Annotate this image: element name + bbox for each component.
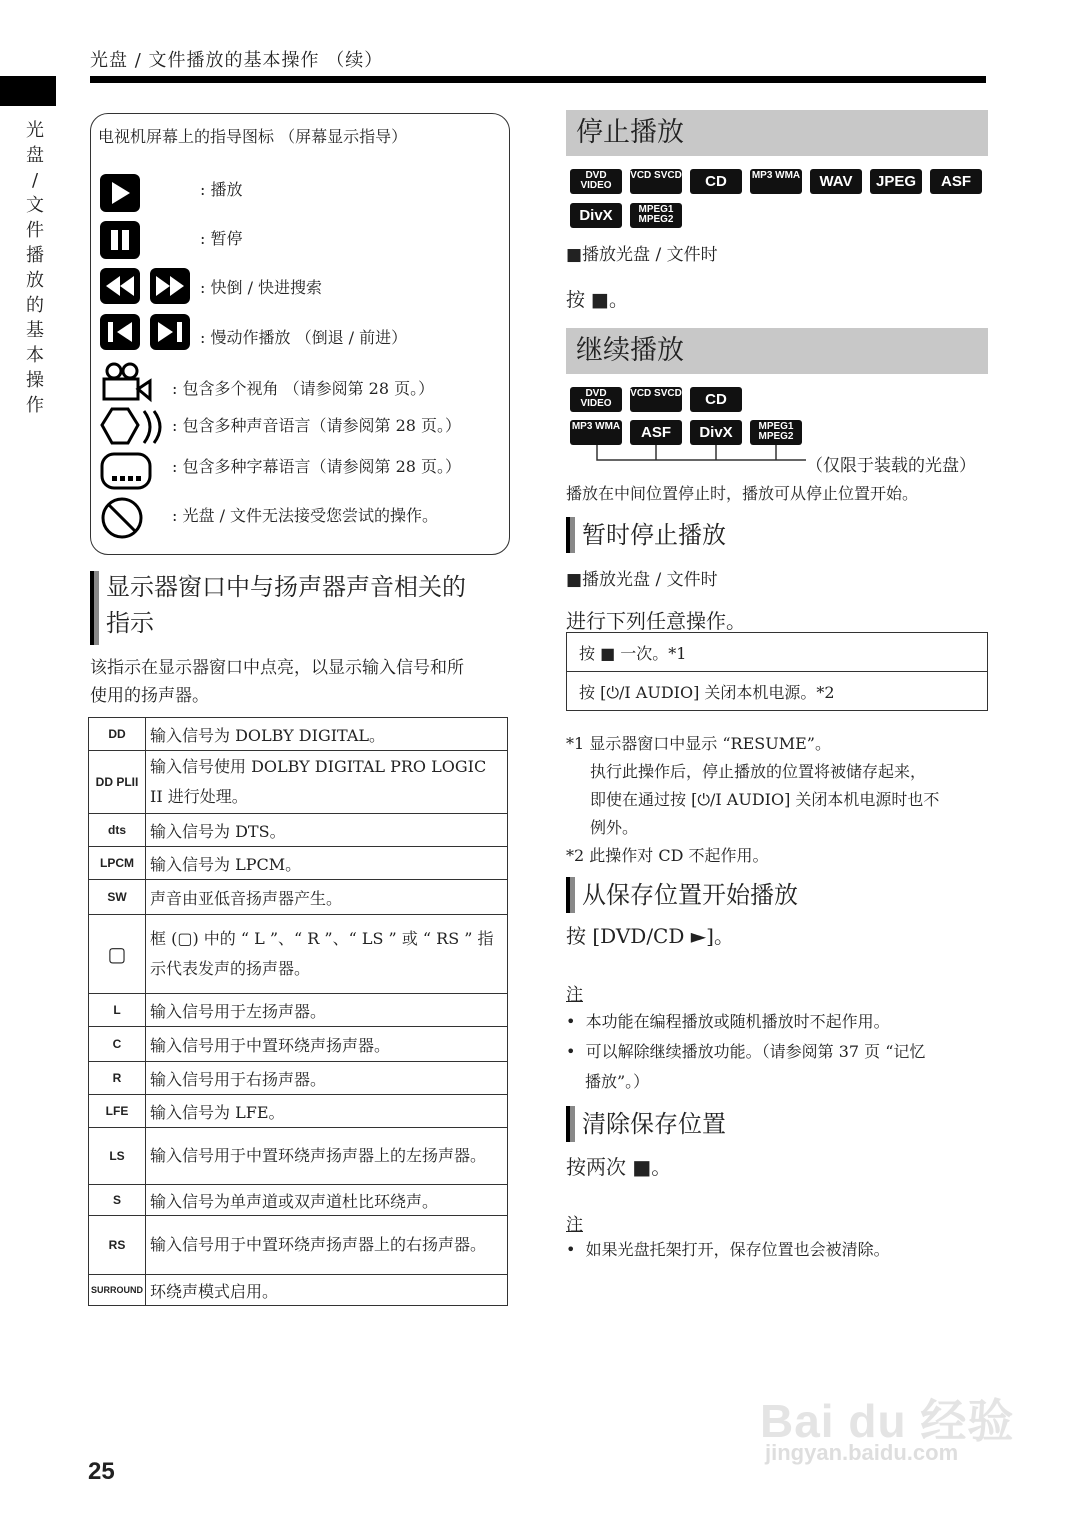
list-item: • 可以解除继续播放功能。（请参阅第 37 页 “记忆 xyxy=(566,1042,926,1061)
badge-divx: DivX xyxy=(570,203,622,228)
table-row xyxy=(567,672,988,711)
play-icon xyxy=(100,174,140,212)
badge-divx: DivX xyxy=(690,420,742,445)
note-label: 注 xyxy=(566,985,583,1005)
pause-stop-heading: 暂时停止播放 xyxy=(566,515,726,555)
table-row: DD 输入信号为 DOLBY DIGITAL。 xyxy=(89,718,508,751)
indicator-l: L xyxy=(89,994,146,1027)
osd-label-prohibited: : 光盘 / 文件无法接受您尝试的操作。 xyxy=(172,506,439,525)
badge-vcd-svcd: VCD SVCD xyxy=(630,387,682,412)
pause-stop-condition: ■播放光盘 / 文件时 xyxy=(566,570,718,590)
slow-reverse-icon xyxy=(100,314,140,350)
indicator-dolby-digital: DD xyxy=(89,718,146,751)
speaker-indicator-table xyxy=(88,717,508,1306)
table-row: L 输入信号用于左扬声器。 xyxy=(89,994,508,1027)
badge-jpeg: JPEG xyxy=(870,169,922,194)
note-label: 注 xyxy=(566,1215,583,1235)
table-row: C 输入信号用于中置环绕声扬声器。 xyxy=(89,1027,508,1062)
indicator-surround: SURROUND xyxy=(89,1275,146,1306)
stop-condition: ■播放光盘 / 文件时 xyxy=(566,245,718,265)
header-rule xyxy=(90,76,986,83)
prohibited-icon xyxy=(100,496,146,546)
table-row: RS 输入信号用于中置环绕声扬声器上的右扬声器。 xyxy=(89,1216,508,1275)
resume-heading: 继续播放 xyxy=(566,328,988,374)
footnote-2: *2 此操作对 CD 不起作用。 xyxy=(566,846,769,865)
list-item: • 本功能在编程播放或随机播放时不起作用。 xyxy=(566,1012,890,1031)
osd-guide-title: 电视机屏幕上的指导图标 （屏幕显示指导） xyxy=(98,127,408,146)
bracket-note: （仅限于装载的光盘） xyxy=(806,456,976,476)
osd-label-subtitle: : 包含多种字幕语言（请参阅第 28 页。） xyxy=(172,457,462,476)
indicator-rs: RS xyxy=(89,1216,146,1275)
display-section-intro: 该指示在显示器窗口中点亮，以显示输入信号和所 使用的扬声器。 xyxy=(90,658,464,706)
bracket-line xyxy=(596,445,808,467)
table-row: dts 输入信号为 DTS。 xyxy=(89,814,508,847)
osd-label-search: : 快倒 / 快进搜索 xyxy=(200,278,323,297)
badge-mpeg: MPEG1 MPEG2 xyxy=(750,420,802,445)
indicator-r: R xyxy=(89,1062,146,1095)
op-power-off: 按 [⏻/I AUDIO] 关闭本机电源。*2 xyxy=(567,672,988,711)
watermark-url: jingyan.baidu.com xyxy=(765,1440,959,1465)
indicator-ls: LS xyxy=(89,1128,146,1185)
badge-cd: CD xyxy=(690,387,742,412)
pause-stop-instruction: 进行下列任意操作。 xyxy=(566,609,746,633)
indicator-dts: dts xyxy=(89,814,146,847)
watermark-logo: Bai du 经验 xyxy=(760,1395,1015,1447)
badge-asf: ASF xyxy=(930,169,982,194)
page-header-title: 光盘 / 文件播放的基本操作 （续） xyxy=(90,50,384,71)
display-section-heading: 显示器窗口中与扬声器声音相关的 指示 xyxy=(90,569,526,641)
table-row: LFE 输入信号为 LFE。 xyxy=(89,1095,508,1128)
table-row: SURROUND 环绕声模式启用。 xyxy=(89,1275,508,1306)
badge-dvd-video: DVD VIDEO xyxy=(570,169,622,194)
list-item: • 如果光盘托架打开，保存位置也会被清除。 xyxy=(566,1240,890,1259)
osd-label-pause: : 暂停 xyxy=(200,229,243,248)
table-row: SW 声音由亚低音扬声器产生。 xyxy=(89,880,508,915)
table-row: ▢ 框 (▢) 中的 “ L ”、“ R ”、“ LS ” 或 “ RS ” 指示代表发声的扬声器。 xyxy=(89,915,508,994)
page-number: 25 xyxy=(88,1458,115,1485)
table-row: DD PLII 输入信号使用 DOLBY DIGITAL PRO LOGIC II 进行处理。 xyxy=(89,751,508,814)
indicator-c: C xyxy=(89,1027,146,1062)
osd-label-play: : 播放 xyxy=(200,180,243,199)
table-row xyxy=(567,633,988,672)
camera-angle-icon xyxy=(100,361,154,407)
stop-action: 按 ■。 xyxy=(566,289,628,311)
badge-mp3-wma: MP3 WMA xyxy=(750,169,802,194)
badge-mp3-wma: MP3 WMA xyxy=(570,420,622,445)
badge-asf: ASF xyxy=(630,420,682,445)
side-tab-marker xyxy=(0,76,56,106)
operation-table xyxy=(566,632,988,711)
clear-heading: 清除保存位置 xyxy=(566,1104,726,1144)
fast-forward-icon xyxy=(150,268,190,304)
resume-desc: 播放在中间位置停止时，播放可从停止位置开始。 xyxy=(566,484,919,503)
from-saved-heading: 从保存位置开始播放 xyxy=(566,875,798,915)
footnotes: *1 显示器窗口中显示 “RESUME”。 执行此操作后，停止播放的位置将被储存起来， 即使在通过按 [⏻/I AUDIO] 关闭本机电源时也不 例外。 *2 此操作对 CD 不起作用。 xyxy=(566,730,939,870)
from-saved-action: 按 [DVD/CD ►]。 xyxy=(566,924,734,948)
indicator-frame: ▢ xyxy=(89,915,146,994)
indicator-lpcm: LPCM xyxy=(89,847,146,880)
osd-label-slow: : 慢动作播放 （倒退 / 前进） xyxy=(200,328,408,347)
indicator-s: S xyxy=(89,1185,146,1216)
footnote-1: *1 显示器窗口中显示 “RESUME”。 xyxy=(566,734,831,753)
audio-language-icon xyxy=(100,405,172,453)
osd-label-audio: : 包含多种声音语言（请参阅第 28 页。） xyxy=(172,416,462,435)
badge-wav: WAV xyxy=(810,169,862,194)
clear-notes xyxy=(566,1237,890,1260)
badge-cd: CD xyxy=(690,169,742,194)
table-row: S 输入信号为单声道或双声道杜比环绕声。 xyxy=(89,1185,508,1216)
table-row: LPCM 输入信号为 LPCM。 xyxy=(89,847,508,880)
badge-dvd-video: DVD VIDEO xyxy=(570,387,622,412)
indicator-dolby-pl2: DD PLII xyxy=(89,751,146,814)
stop-heading: 停止播放 xyxy=(566,110,988,156)
osd-label-angle: : 包含多个视角 （请参阅第 28 页。） xyxy=(172,379,435,398)
pause-icon xyxy=(100,221,140,259)
table-row: LS 输入信号用于中置环绕声扬声器上的左扬声器。 xyxy=(89,1128,508,1185)
indicator-lfe: LFE xyxy=(89,1095,146,1128)
fast-reverse-icon xyxy=(100,268,140,304)
from-saved-notes: • 本功能在编程播放或随机播放时不起作用。 • 可以解除继续播放功能。（请参阅第 37 页 “记忆 播放”。） xyxy=(566,1007,925,1097)
subtitle-icon xyxy=(100,452,154,496)
indicator-sw: SW xyxy=(89,880,146,915)
table-row: R 输入信号用于右扬声器。 xyxy=(89,1062,508,1095)
slow-forward-icon xyxy=(150,314,190,350)
badge-vcd-svcd: VCD SVCD xyxy=(630,169,682,194)
op-stop-once: 按 ■ 一次。*1 xyxy=(567,633,988,672)
clear-action: 按两次 ■。 xyxy=(566,1155,672,1179)
badge-mpeg: MPEG1 MPEG2 xyxy=(630,203,682,228)
side-tab-text: 光 盘 / 文 件 播 放 的 基 本 操 作 xyxy=(26,120,44,416)
